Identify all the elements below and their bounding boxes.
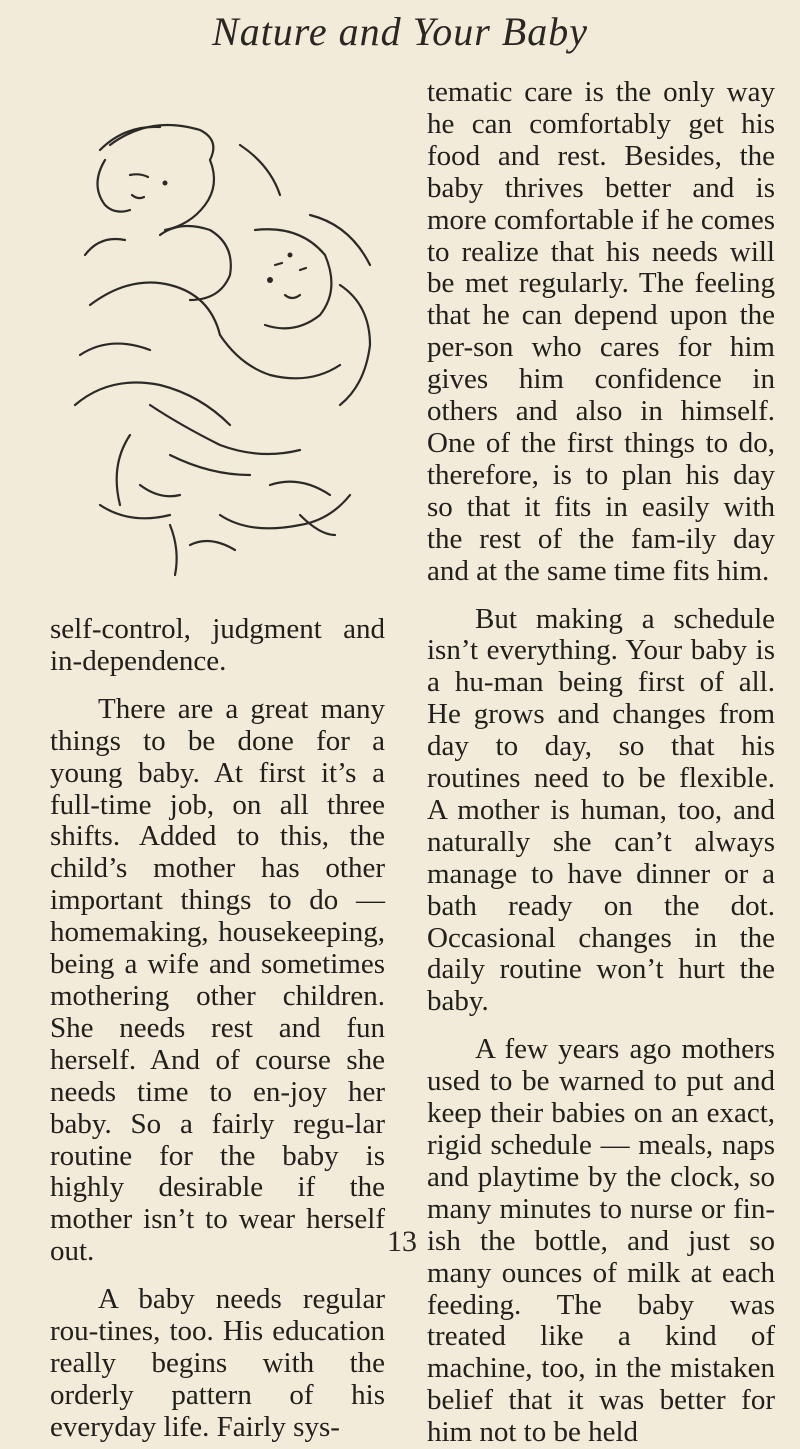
- mother-and-baby-illustration-icon: [70, 105, 400, 600]
- page-number: 13: [387, 1225, 417, 1258]
- paragraph: But making a schedule isn’t everything. Your baby is a hu-man being first of all. He grows and changes from day to day, so that his routines need to be flexible. A mother is human, too, and naturally she can’t always manage to have dinner or a bath ready on the dot. Occasional changes in the daily routine won’t hurt the baby.: [427, 602, 775, 1018]
- paragraph: There are a great many things to be done for a young baby. At first it’s a full-time job, on all three shifts. Added to this, the child’s mother has other important things to do —homemaking, housekeeping, being a wife and sometimes mothering other children. She needs rest and fun herself. And of course she needs time to en-joy her baby. So a fairly regu-lar routine for the baby is highly desirable if the mother isn’t to wear herself out.: [50, 692, 385, 1268]
- page-header: Nature and Your Baby: [212, 9, 588, 54]
- paragraph: A few years ago mothers used to be warned to put and keep their babies on an exact, rigid schedule — meals, naps and playtime by the clock, so many minutes to nurse or fin-ish the bottle, and just so many ounces of milk at each feeding. The baby was treated like a kind of machine, too, in the mistaken belief that it was better for him not to be held: [427, 1033, 775, 1449]
- paragraph: self-control, judgment and in-dependence.: [50, 613, 385, 677]
- paragraph: A baby needs regular rou-tines, too. His education really begins with the orderly pattern of his everyday life. Fairly sys-: [50, 1283, 385, 1443]
- left-text-column: [50, 614, 385, 1444]
- paragraph: tematic care is the only way he can comfortably get his food and rest. Besides, the baby thrives better and is more comfortable if he comes to realize that his needs will be met regularly. The feeling that he can depend upon the per-son who cares for him gives him confidence in others and also in himself. One of the first things to do, therefore, is to plan his day so that it fits in easily with the rest of the fam-ily day and at the same time fits him.: [427, 76, 775, 587]
- right-text-column: [427, 77, 775, 1449]
